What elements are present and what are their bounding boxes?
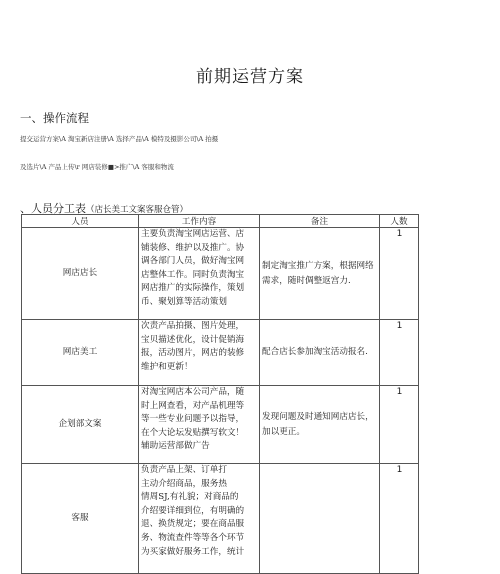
count-cell: 1 (380, 464, 419, 574)
count-cell: 1 (380, 386, 419, 464)
duties-cell: 负责产品上架、订单打 主动介绍商品，服务热 情周SJ,有礼貌；对商品的 介绍要详细到位，有明确的 退、换货规定；要在商品服 务、物流查件等等各个环节 为买家做好服务工作，统计 (139, 464, 260, 574)
table-row (22, 228, 419, 320)
staff-table-header-row (22, 215, 419, 228)
header-work-content: 工作内容 (139, 215, 260, 228)
role-cell: 网店美工 (22, 320, 139, 386)
role-cell: 企划部文案 (22, 386, 139, 464)
table-row (22, 464, 419, 574)
document-title: 前期运营方案 (196, 67, 304, 87)
header-remarks: 备注 (260, 215, 380, 228)
header-headcount: 人数 (380, 215, 419, 228)
count-cell: 1 (380, 320, 419, 386)
section-heading-operation-flow: 一、操作流程 (20, 111, 89, 125)
duties-cell: 对淘宝网店本公司产品，随 时上网查看，对产品机理等 等一些专业问题予以指导， 在个大论坛发贴撰写软文！ 辅助运营部做广告 (139, 386, 260, 464)
duties-cell: 次责产品拍摄、图片处理， 宝贝描述优化，设计促销海 报，活动图片，网店的装修 维护和更新！ (139, 320, 260, 386)
role-cell: 客服 (22, 464, 139, 574)
section-heading-staff-text: 、人员分工表 (20, 202, 86, 215)
note-cell: 制定淘宝推广方案，根据网络需求，随时倜整返宫力. (260, 228, 380, 320)
flow-line-1: 提交运营方案\A 淘宝新店注册\A 选择产品\A 模特及摄影公司\A 拍摄 (20, 135, 219, 143)
note-cell (260, 464, 380, 574)
table-row (22, 386, 419, 464)
role-cell: 网店店长 (22, 228, 139, 320)
section-heading-staff-note: （店长美工文案客服仓管） (86, 205, 189, 215)
duties-cell: 主要负责淘宝网店运营、店 铺装修、维护以及推广。协 调各部门人员，做好淘宝网 店整体工作。同时负责淘宝 网店推广的实际操作，策划 币、聚划算等活动策划 (139, 228, 260, 320)
flow-line-2: 及选片\A 产品上传\r 网店装修■>推广\A 客服和物流 (20, 163, 174, 171)
table-row (22, 320, 419, 386)
note-cell: 发现问题及时通知网店店长，加以更正。 (260, 386, 380, 464)
staff-table (21, 214, 419, 574)
note-cell: 配合店长参加淘宝活动报名. (260, 320, 380, 386)
count-cell: 1 (380, 228, 419, 320)
header-personnel: 人员 (22, 215, 139, 228)
